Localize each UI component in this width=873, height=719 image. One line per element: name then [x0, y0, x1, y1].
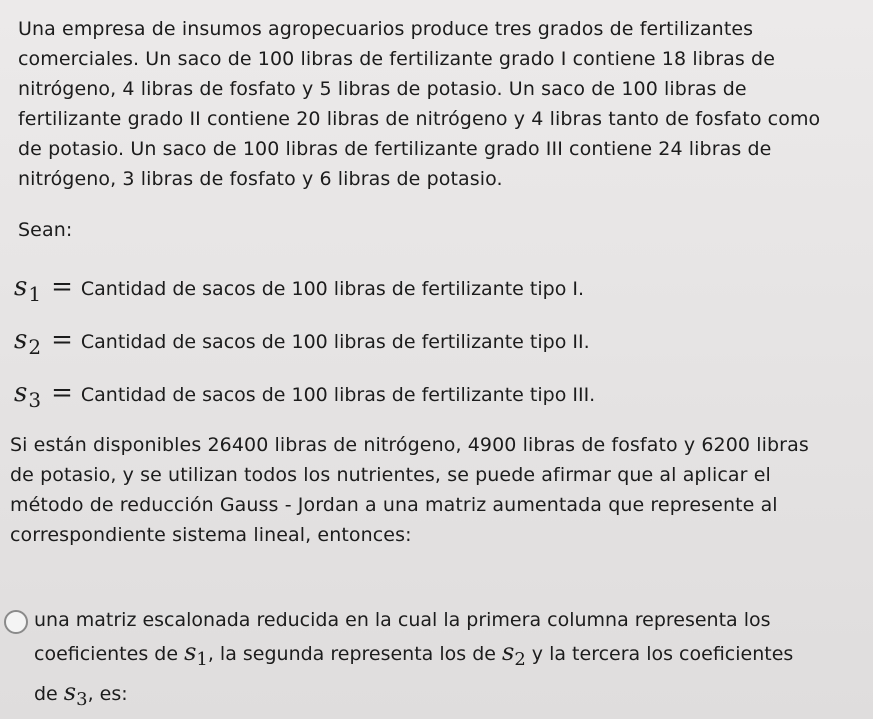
question-line: método de reducción Gauss - Jordan a una matriz aumentada que represente al [10, 494, 778, 516]
definition-s2 [14, 325, 590, 362]
equals-sign: = [51, 325, 73, 355]
answer-option-text[interactable] [34, 604, 824, 716]
variable-s3-inline: $s_3$ [63, 678, 88, 710]
definition-text: Cantidad de sacos de 100 libras de fertilizante tipo III. [80, 384, 596, 406]
definition-text: Cantidad de sacos de 100 libras de fertilizante tipo I. [80, 278, 585, 300]
option-line: una matriz escalonada reducida en la cual la primera columna representa los [34, 609, 771, 631]
question-line: Si están disponibles 26400 libras de nitrógeno, 4900 libras de fosfato y 6200 libras [10, 434, 809, 456]
sean-label: Sean: [18, 219, 73, 241]
question-line: de potasio, y se utilizan todos los nutrientes, se puede afirmar que al aplicar el [10, 464, 771, 486]
definition-s1 [14, 272, 584, 309]
statement-line: de potasio. Un saco de 100 libras de fertilizante grado III contiene 24 libras de [18, 138, 772, 160]
statement-line: nitrógeno, 3 libras de fosfato y 6 libras de potasio. [18, 168, 503, 190]
variable-s2-inline: $s_2$ [501, 638, 526, 670]
definition-text: Cantidad de sacos de 100 libras de fertilizante tipo II. [80, 331, 590, 353]
statement-line: comerciales. Un saco de 100 libras de fertilizante grado I contiene 18 libras de [18, 48, 775, 70]
definition-s3 [14, 378, 595, 415]
variable-s3: $s_3$ [14, 378, 42, 412]
statement-line: nitrógeno, 4 libras de fosfato y 5 libras de potasio. Un saco de 100 libras de [18, 78, 747, 100]
equals-sign: = [51, 272, 73, 302]
statement-line: Una empresa de insumos agropecuarios produce tres grados de fertilizantes [18, 18, 754, 40]
option-line: de $s_3$, es: [34, 678, 128, 710]
equals-sign: = [51, 378, 73, 408]
option-line: coeficientes de $s_1$, la segunda representa los de $s_2$ y la tercera los coeficientes [34, 638, 794, 670]
radio-button[interactable] [4, 610, 28, 634]
question-text [10, 430, 822, 550]
statement-line: fertilizante grado II contiene 20 libras de nitrógeno y 4 libras tanto de fosfato como [18, 108, 821, 130]
variable-s2: $s_2$ [14, 325, 42, 359]
variable-s1-inline: $s_1$ [184, 638, 208, 670]
variable-s1: $s_1$ [14, 272, 42, 306]
question-line: correspondiente sistema lineal, entonces: [10, 524, 412, 546]
problem-statement [18, 14, 830, 194]
